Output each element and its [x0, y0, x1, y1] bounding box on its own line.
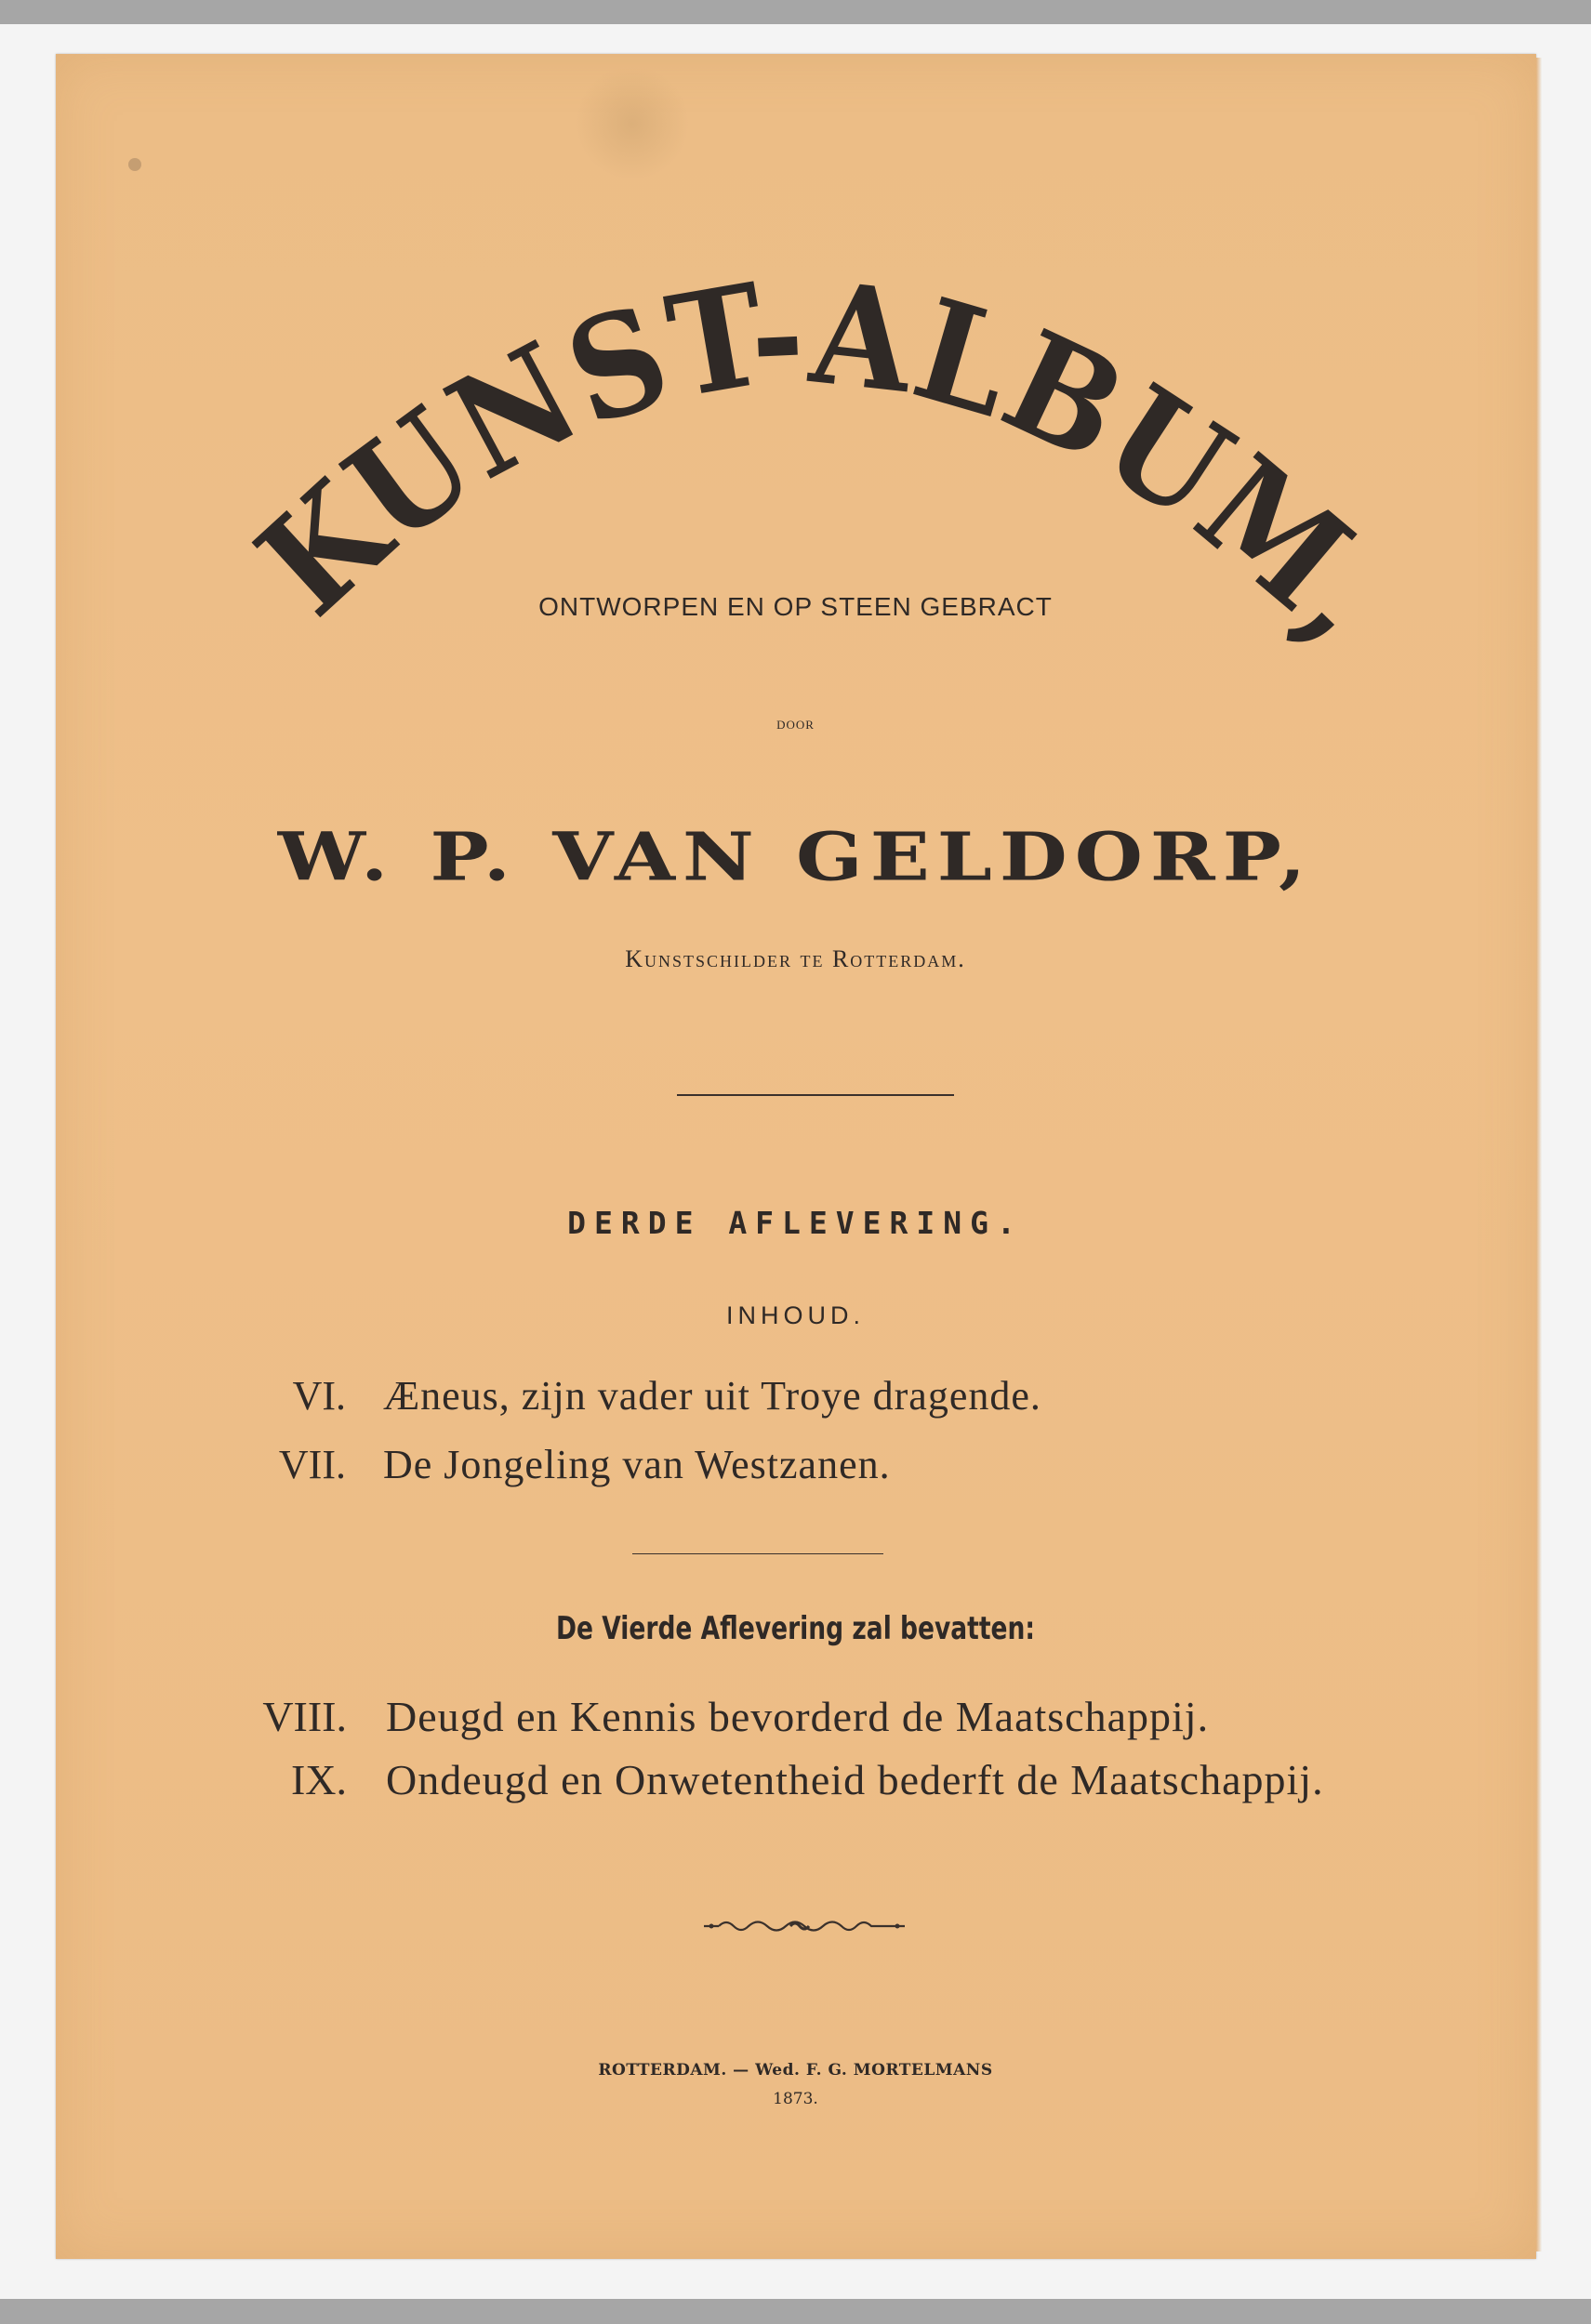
divider-rule-top: [677, 1094, 954, 1096]
vine-ornament-icon: [702, 1917, 907, 1935]
next-issue-item: [0, 1755, 1591, 1811]
next-issue-heading: De Vierde Aflevering zal bevatten:: [556, 1610, 1035, 1647]
bottom-frame-bar: [0, 2299, 1591, 2324]
poster-subtitle: ONTWORPEN EN OP STEEN GEBRACT: [538, 592, 1053, 621]
contents-item: [0, 1441, 1591, 1497]
by-label: DOOR: [776, 718, 815, 732]
poster-title: KUNST-ALBUM,: [228, 251, 1424, 678]
contents-item-number: VI.: [292, 1373, 346, 1419]
contents-heading: INHOUD.: [726, 1301, 865, 1329]
next-issue-item-number: IX.: [290, 1756, 347, 1803]
author-name: W. P. VAN GELDORP,: [277, 817, 1314, 896]
next-issue-item: [0, 1692, 1591, 1748]
next-issue-item-title: Ondeugd en Onwetentheid bederft de Maatschappij.: [386, 1756, 1324, 1803]
next-issue-item-number: VIII.: [262, 1693, 347, 1740]
next-issue-item-title: Deugd en Kennis bevorderd de Maatschappij.: [386, 1693, 1210, 1740]
author-role: Kunstschilder te Rotterdam.: [625, 945, 966, 972]
contents-item-title: Æneus, zijn vader uit Troye dragende.: [383, 1373, 1041, 1419]
issue-heading: DERDE AFLEVERING.: [567, 1205, 1024, 1241]
imprint-line: ROTTERDAM. — Wed. F. G. MORTELMANS: [598, 2061, 993, 2080]
contents-item-number: VII.: [278, 1442, 346, 1487]
contents-item: [0, 1372, 1591, 1428]
contents-item-title: De Jongeling van Westzanen.: [383, 1442, 891, 1487]
imprint-year: 1873.: [773, 2090, 818, 2108]
divider-rule-middle: [632, 1553, 883, 1554]
